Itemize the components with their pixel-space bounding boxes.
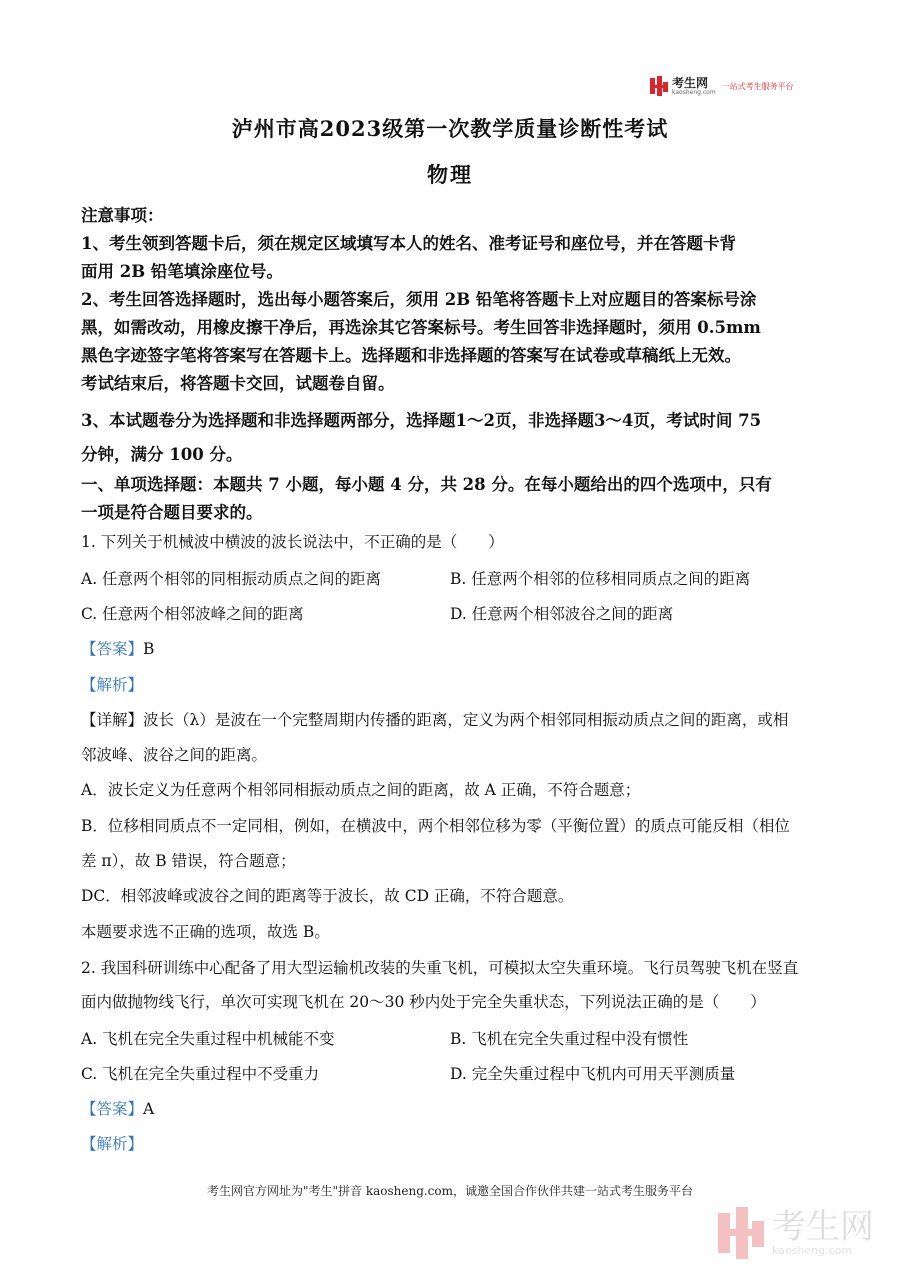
watermark-name: 考生网 (772, 1206, 874, 1247)
answer-tag: 【答案】 (81, 640, 144, 658)
detail-tag: 【详解】 (81, 711, 144, 729)
notice-line: 分钟，满分 100 分。 (81, 445, 243, 464)
detail-line: 本题要求选不正确的选项，故选 B。 (81, 923, 330, 941)
question-1-option-d: D. 任意两个相邻波谷之间的距离 (450, 605, 674, 623)
detail-line: 差 π），故 B 错误，符合题意； (81, 852, 296, 870)
answer-value: B (143, 640, 155, 658)
question-1-option-c: C. 任意两个相邻波峰之间的距离 (81, 605, 304, 623)
logo-domain: kaosheng.com (672, 88, 716, 96)
answer-tag: 【答案】 (81, 1100, 144, 1118)
question-2-analysis-tag: 【解析】 (81, 1135, 144, 1153)
watermark-domain: kaosheng.com (772, 1243, 853, 1257)
detail-line: A．波长定义为任意两个相邻同相振动质点之间的距离，故 A 正确，不符合题意； (81, 781, 641, 799)
notice-line: 黑色字迹签字笔将答案写在答题卡上。选择题和非选择题的答案写在试卷或草稿纸上无效。 (81, 346, 741, 365)
kaosheng-watermark-icon (718, 1207, 766, 1259)
detail-line: DC．相邻波峰或波谷之间的距离等于波长，故 CD 正确，不符合题意。 (81, 887, 574, 905)
question-1-option-a: A. 任意两个相邻的同相振动质点之间的距离 (81, 570, 382, 588)
logo-name: 考生网 (672, 75, 709, 90)
notice-line: 黑，如需改动，用橡皮擦干净后，再选涂其它答案标号。考生回答非选择题时，须用 0.5mm (81, 318, 761, 337)
notice-heading: 注意事项： (81, 206, 164, 225)
detail-line: B．位移相同质点不一定同相，例如，在横波中，两个相邻位移为零（平衡位置）的质点可能反相（相位 (81, 817, 790, 835)
notice-line: 1、考生领到答题卡后，须在规定区域填写本人的姓名、准考证号和座位号，并在答题卡背 (81, 234, 736, 253)
question-1-answer (81, 637, 154, 659)
question-2-answer (81, 1097, 154, 1119)
answer-value: A (143, 1100, 155, 1118)
question-2-stem: 2. 我国科研训练中心配备了用大型运输机改装的失重飞机，可模拟太空失重环境。飞行员驾驶飞机在竖直 (81, 959, 799, 977)
watermark-logo (718, 1207, 874, 1259)
question-1-option-b: B. 任意两个相邻的位移相同质点之间的距离 (450, 570, 751, 588)
question-1-detail (81, 708, 788, 730)
header-logo (650, 73, 794, 99)
question-2-option-c: C. 飞机在完全失重过程中不受重力 (81, 1065, 320, 1083)
exam-title: 泸州市高2023级第一次教学质量诊断性考试 (231, 116, 669, 141)
section-heading: 一、单项选择题：本题共 7 小题，每小题 4 分，共 28 分。在每小题给出的四个选项中，只有 (81, 475, 772, 494)
notice-line: 2、考生回答选择题时，选出每小题答案后，须用 2B 铅笔将答题卡上对应题目的答案标号涂 (81, 290, 757, 309)
notice-line: 面用 2B 铅笔填涂座位号。 (81, 262, 283, 281)
question-2-option-b: B. 飞机在完全失重过程中没有惯性 (450, 1030, 689, 1048)
question-2-stem: 面内做抛物线飞行，单次可实现飞机在 20～30 秒内处于完全失重状态，下列说法正确的是（ ） (81, 993, 766, 1011)
section-heading: 一项是符合题目要求的。 (81, 503, 263, 522)
detail-line: 邻波峰、波谷之间的距离。 (81, 746, 268, 764)
question-2-option-d: D. 完全失重过程中飞机内可用天平测质量 (450, 1065, 736, 1083)
detail-text: 波长（λ）是波在一个完整周期内传播的距离，定义为两个相邻同相振动质点之间的距离，或相 (143, 711, 789, 729)
question-1-stem: 1. 下列关于机械波中横波的波长说法中，不正确的是（ ） (81, 533, 504, 551)
subject-title: 物理 (427, 162, 473, 187)
notice-line: 考试结束后，将答题卡交回，试题卷自留。 (81, 374, 395, 393)
question-1-analysis-tag: 【解析】 (81, 676, 144, 694)
question-2-option-a: A. 飞机在完全失重过程中机械能不变 (81, 1030, 335, 1048)
notice-line: 3、本试题卷分为选择题和非选择题两部分，选择题1～2页，非选择题3～4页，考试时间 75 (81, 411, 762, 430)
page-footer: 考生网官方网址为"考生"拼音 kaosheng.com，诚邀全国合作伙伴共建一站式考生服务平台 (206, 1184, 694, 1198)
logo-slogan: 一站式考生服务平台 (721, 81, 794, 91)
kaosheng-logo-icon (650, 76, 668, 96)
